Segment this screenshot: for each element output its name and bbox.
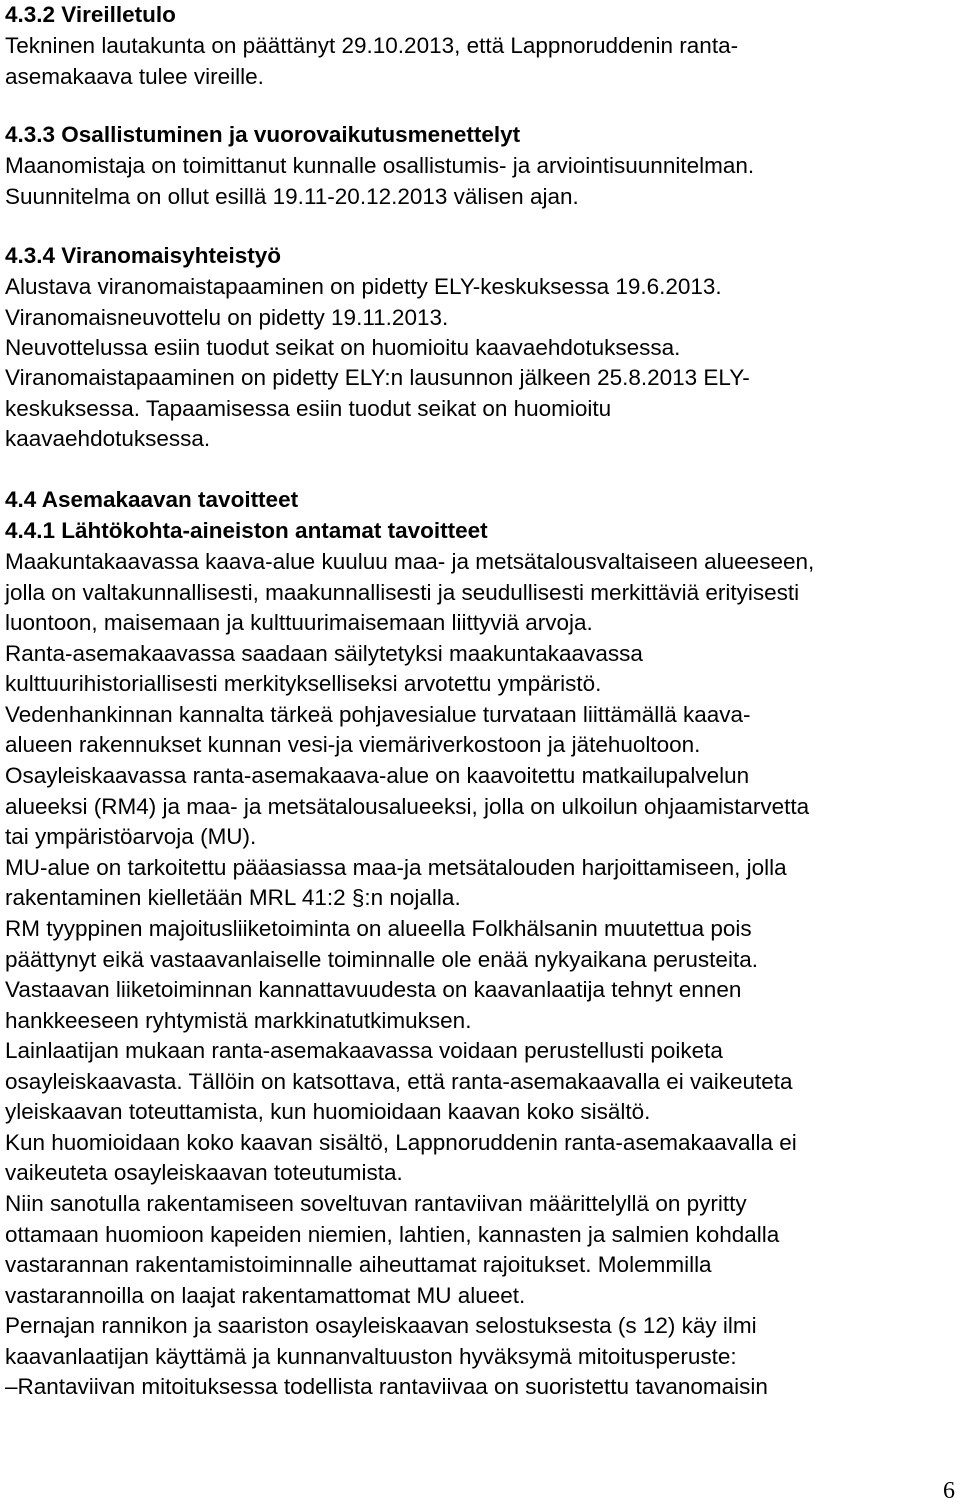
paragraph-line: tai ympäristöarvoja (MU). [5, 824, 257, 849]
paragraph-line: Neuvottelussa esiin tuodut seikat on huomioitu kaavaehdotuksessa. [5, 335, 681, 360]
paragraph-line: alueen rakennukset kunnan vesi-ja viemäriverkostoon ja jätehuoltoon. [5, 732, 701, 757]
section-heading-4-3-4: 4.3.4 Viranomaisyhteistyö [5, 243, 281, 268]
paragraph-line: keskuksessa. Tapaamisessa esiin tuodut seikat on huomioitu [5, 396, 612, 421]
paragraph-line: Ranta-asemakaavassa saadaan säilytetyksi maakuntakaavassa [5, 641, 643, 666]
paragraph-line: osayleiskaavasta. Tällöin on katsottava, että ranta-asemakaavalla ei vaikeuteta [5, 1069, 793, 1094]
paragraph-line: kulttuurihistoriallisesti merkitykselliseksi arvotettu ympäristö. [5, 671, 602, 696]
paragraph-line: Alustava viranomaistapaaminen on pidetty ELY-keskuksessa 19.6.2013. [5, 274, 722, 299]
paragraph-line: –Rantaviivan mitoituksessa todellista rantaviivaa on suoristettu tavanomaisin [5, 1374, 768, 1399]
paragraph-line: vastarannoilla on laajat rakentamattomat MU alueet. [5, 1283, 526, 1308]
paragraph-line: MU-alue on tarkoitettu pääasiassa maa-ja metsätalouden harjoittamiseen, jolla [5, 855, 787, 880]
paragraph-line: Osayleiskaavassa ranta-asemakaava-alue on kaavoitettu matkailupalvelun [5, 763, 750, 788]
paragraph-line: Tekninen lautakunta on päättänyt 29.10.2013, että Lappnoruddenin ranta- [5, 33, 739, 58]
page-number: 6 [943, 1478, 955, 1504]
paragraph-line: Maanomistaja on toimittanut kunnalle osallistumis- ja arviointisuunnitelman. [5, 153, 755, 178]
paragraph-line: Maakuntakaavassa kaava-alue kuuluu maa- ja metsätalousvaltaiseen alueeseen, [5, 549, 815, 574]
paragraph-line: jolla on valtakunnallisesti, maakunnallisesti ja seudullisesti merkittäviä erityisesti [5, 580, 800, 605]
paragraph-line: kaavanlaatijan käyttämä ja kunnanvaltuuston hyväksymä mitoitusperuste: [5, 1344, 737, 1369]
paragraph-line: vaikeuteta osayleiskaavan toteutumista. [5, 1160, 403, 1185]
paragraph-line: Vedenhankinnan kannalta tärkeä pohjavesialue turvataan liittämällä kaava- [5, 702, 751, 727]
section-heading-4-4-1: 4.4.1 Lähtökohta-aineiston antamat tavoitteet [5, 518, 488, 543]
paragraph-line: Niin sanotulla rakentamiseen soveltuvan rantaviivan määrittelyllä on pyritty [5, 1191, 747, 1216]
paragraph-line: ottamaan huomioon kapeiden niemien, lahtien, kannasten ja salmien kohdalla [5, 1222, 780, 1247]
section-heading-4-4: 4.4 Asemakaavan tavoitteet [5, 487, 299, 512]
paragraph-line: alueeksi (RM4) ja maa- ja metsätalousalueeksi, jolla on ulkoilun ohjaamistarvetta [5, 794, 810, 819]
paragraph-line: vastarannan rakentamistoiminnalle aiheuttamat rajoitukset. Molemmilla [5, 1252, 712, 1277]
paragraph-line: yleiskaavan toteuttamista, kun huomioidaan kaavan koko sisältö. [5, 1099, 651, 1124]
paragraph-line: Vastaavan liiketoiminnan kannattavuudesta on kaavanlaatija tehnyt ennen [5, 977, 742, 1002]
paragraph-line: Pernajan rannikon ja saariston osayleiskaavan selostuksesta (s 12) käy ilmi [5, 1313, 757, 1338]
paragraph-line: Viranomaisneuvottelu on pidetty 19.11.2013. [5, 305, 449, 330]
paragraph-line: kaavaehdotuksessa. [5, 426, 211, 451]
section-heading-4-3-3: 4.3.3 Osallistuminen ja vuorovaikutusmenettelyt [5, 122, 521, 147]
paragraph-line: Suunnitelma on ollut esillä 19.11-20.12.2013 välisen ajan. [5, 184, 579, 209]
paragraph-line: päättynyt eikä vastaavanlaiselle toiminnalle ole enää nykyaikana perusteita. [5, 947, 758, 972]
paragraph-line: Viranomaistapaaminen on pidetty ELY:n lausunnon jälkeen 25.8.2013 ELY- [5, 365, 750, 390]
paragraph-line: luontoon, maisemaan ja kulttuurimaisemaan liittyviä arvoja. [5, 610, 593, 635]
paragraph-line: hankkeeseen ryhtymistä markkinatutkimuksen. [5, 1008, 472, 1033]
section-heading-4-3-2: 4.3.2 Vireilletulo [5, 2, 176, 27]
paragraph-line: RM tyyppinen majoitusliiketoiminta on alueella Folkhälsanin muutettua pois [5, 916, 752, 941]
paragraph-line: Kun huomioidaan koko kaavan sisältö, Lappnoruddenin ranta-asemakaavalla ei [5, 1130, 797, 1155]
paragraph-line: Lainlaatijan mukaan ranta-asemakaavassa voidaan perustellusti poiketa [5, 1038, 723, 1063]
paragraph-line: asemakaava tulee vireille. [5, 64, 264, 89]
paragraph-line: rakentaminen kielletään MRL 41:2 §:n nojalla. [5, 885, 461, 910]
